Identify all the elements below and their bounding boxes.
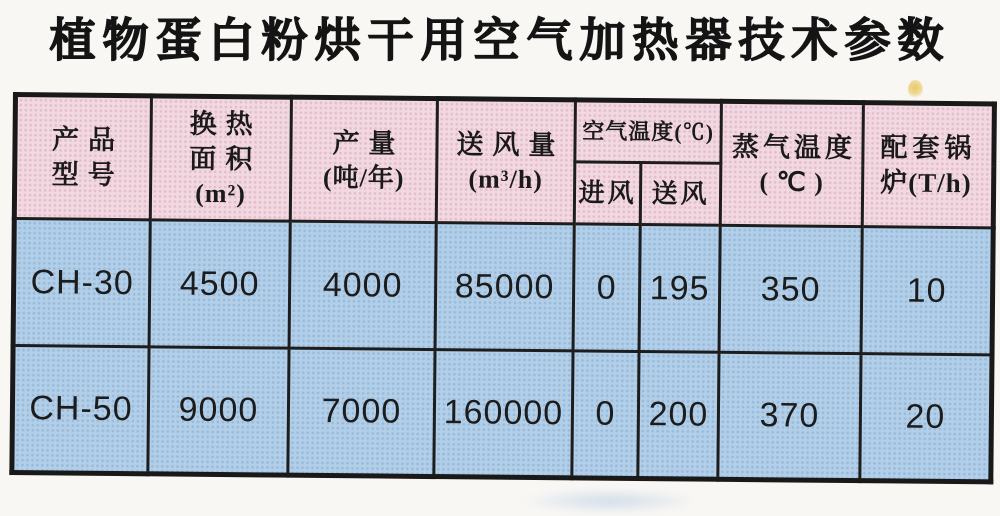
spec-row-ch-30 — [13, 219, 993, 355]
header-heat-area-line1: 换热 — [189, 108, 262, 140]
header-airflow-unit: (m³/h) — [468, 164, 544, 194]
header-steam-temp-unit: ( ℃ ) — [759, 166, 825, 197]
scan-speck-artifact — [908, 80, 923, 99]
page-title: 植物蛋白粉烘干用空气加热器技术参数 — [49, 14, 951, 66]
cell-boiler: 20 — [860, 354, 992, 482]
cell-boiler: 10 — [861, 227, 993, 355]
spec-table — [9, 92, 997, 484]
header-boiler — [862, 103, 994, 228]
cell-air-in: 0 — [572, 351, 639, 479]
cell-airflow: 160000 — [434, 350, 573, 478]
header-air-out: 送风 — [640, 163, 721, 226]
cell-air-in: 0 — [573, 224, 640, 352]
header-heat-area-line2: 面积 — [189, 143, 262, 175]
cell-air-out: 200 — [638, 352, 719, 480]
cell-heat-area: 9000 — [148, 347, 289, 475]
cell-steam-temp: 370 — [718, 352, 861, 480]
header-airflow-line1: 送风量 — [456, 128, 565, 160]
header-boiler-line1: 配套锅 — [880, 132, 977, 164]
header-output-unit: (吨/年) — [322, 162, 405, 193]
header-air-temp-group: 空气温度(℃) — [575, 100, 722, 163]
header-airflow — [436, 99, 575, 224]
header-product-model-line2: 型号 — [51, 159, 124, 191]
header-heat-area — [150, 96, 291, 221]
header-output-line1: 产量 — [332, 127, 405, 159]
header-row-top — [15, 95, 995, 166]
cell-output: 7000 — [288, 348, 435, 476]
header-heat-area-unit: (m²) — [195, 178, 247, 209]
header-product-model-line1: 产品 — [51, 124, 125, 155]
header-air-in: 进风 — [574, 162, 641, 225]
spec-row-ch-50 — [12, 346, 992, 482]
header-boiler-line2: 炉(T/h) — [880, 167, 972, 199]
cell-output: 4000 — [289, 221, 436, 349]
scan-smudge-artifact — [520, 488, 700, 514]
header-product-model — [14, 95, 151, 220]
cell-heat-area: 4500 — [149, 220, 290, 348]
cell-model: CH-30 — [13, 219, 150, 347]
cell-airflow: 85000 — [435, 223, 574, 351]
spec-table-wrapper — [9, 92, 992, 484]
cell-model: CH-50 — [12, 346, 149, 474]
header-output — [290, 97, 437, 222]
header-steam-temp — [720, 101, 863, 226]
header-steam-temp-line1: 蒸气温度 — [731, 131, 857, 163]
cell-steam-temp: 350 — [719, 225, 862, 353]
cell-air-out: 195 — [639, 225, 720, 353]
